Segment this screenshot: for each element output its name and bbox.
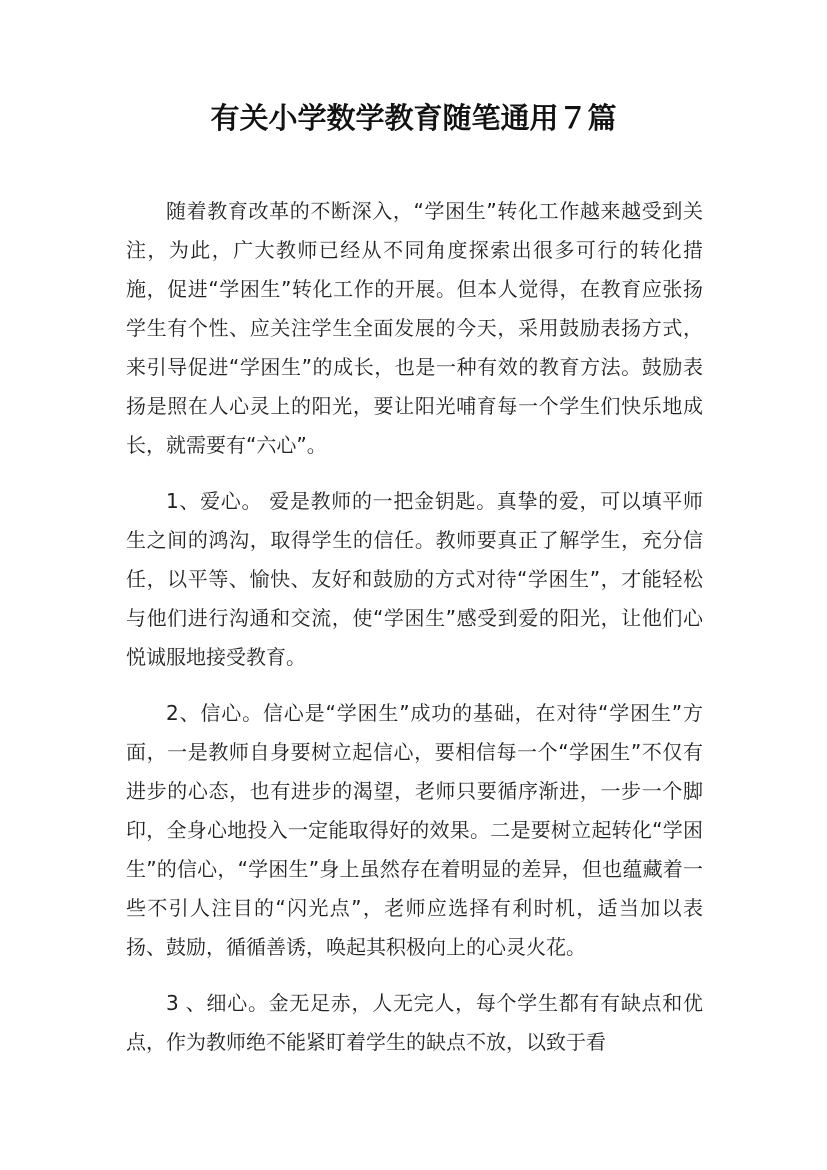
document-title: 有关小学数学教育随笔通用７篇 (210, 101, 617, 135)
paragraph-intro: 随着教育改革的不断深入，“学困生”转化工作越来越受到关注，为此，广大教师已经从不同角度探索出很多可行的转化措施，促进“学困生”转化工作的开展。但本人觉得，在教育应张扬学生有个性、应关注学生全面发展的今天，采用鼓励表扬方式，来引导促进“学困生”的成长，也是一种有效的教育方法。鼓励表扬是照在人心灵上的阳光，要让阳光哺育每一个学生们快乐地成长，就需要有“六心”。 (126, 199, 703, 457)
paragraph-confidence: 2、信心。信心是“学困生”成功的基础，在对待“学困生”方面，一是教师自身要树立起信心，要相信每一个“学困生”不仅有进步的心态，也有进步的渴望，老师只要循序渐进，一步一个脚印，全身心地投入一定能取得好的效果。二是要树立起转化“学困生”的信心，“学困生”身上虽然存在着明显的差异，但也蕴藏着一些不引人注目的“闪光点”，老师应选择有利时机，适当加以表扬、鼓励，循循善诱，唤起其积极向上的心灵火花。 (126, 701, 703, 959)
paragraph-love: 1、爱心。 爱是教师的一把金钥匙。真挚的爱，可以填平师生之间的鸿沟，取得学生的信任。教师要真正了解学生，充分信任，以平等、愉快、友好和鼓励的方式对待“学困生”，才能轻松与他们进行沟通和交流，使“学困生”感受到爱的阳光，让他们心悦诚服地接受教育。 (126, 489, 703, 669)
document-body (126, 192, 703, 1062)
paragraph-carefulness: 3 、细心。金无足赤，人无完人，每个学生都有有缺点和优点，作为教师绝不能紧盯着学生的缺点不放，以致于看 (126, 991, 703, 1054)
